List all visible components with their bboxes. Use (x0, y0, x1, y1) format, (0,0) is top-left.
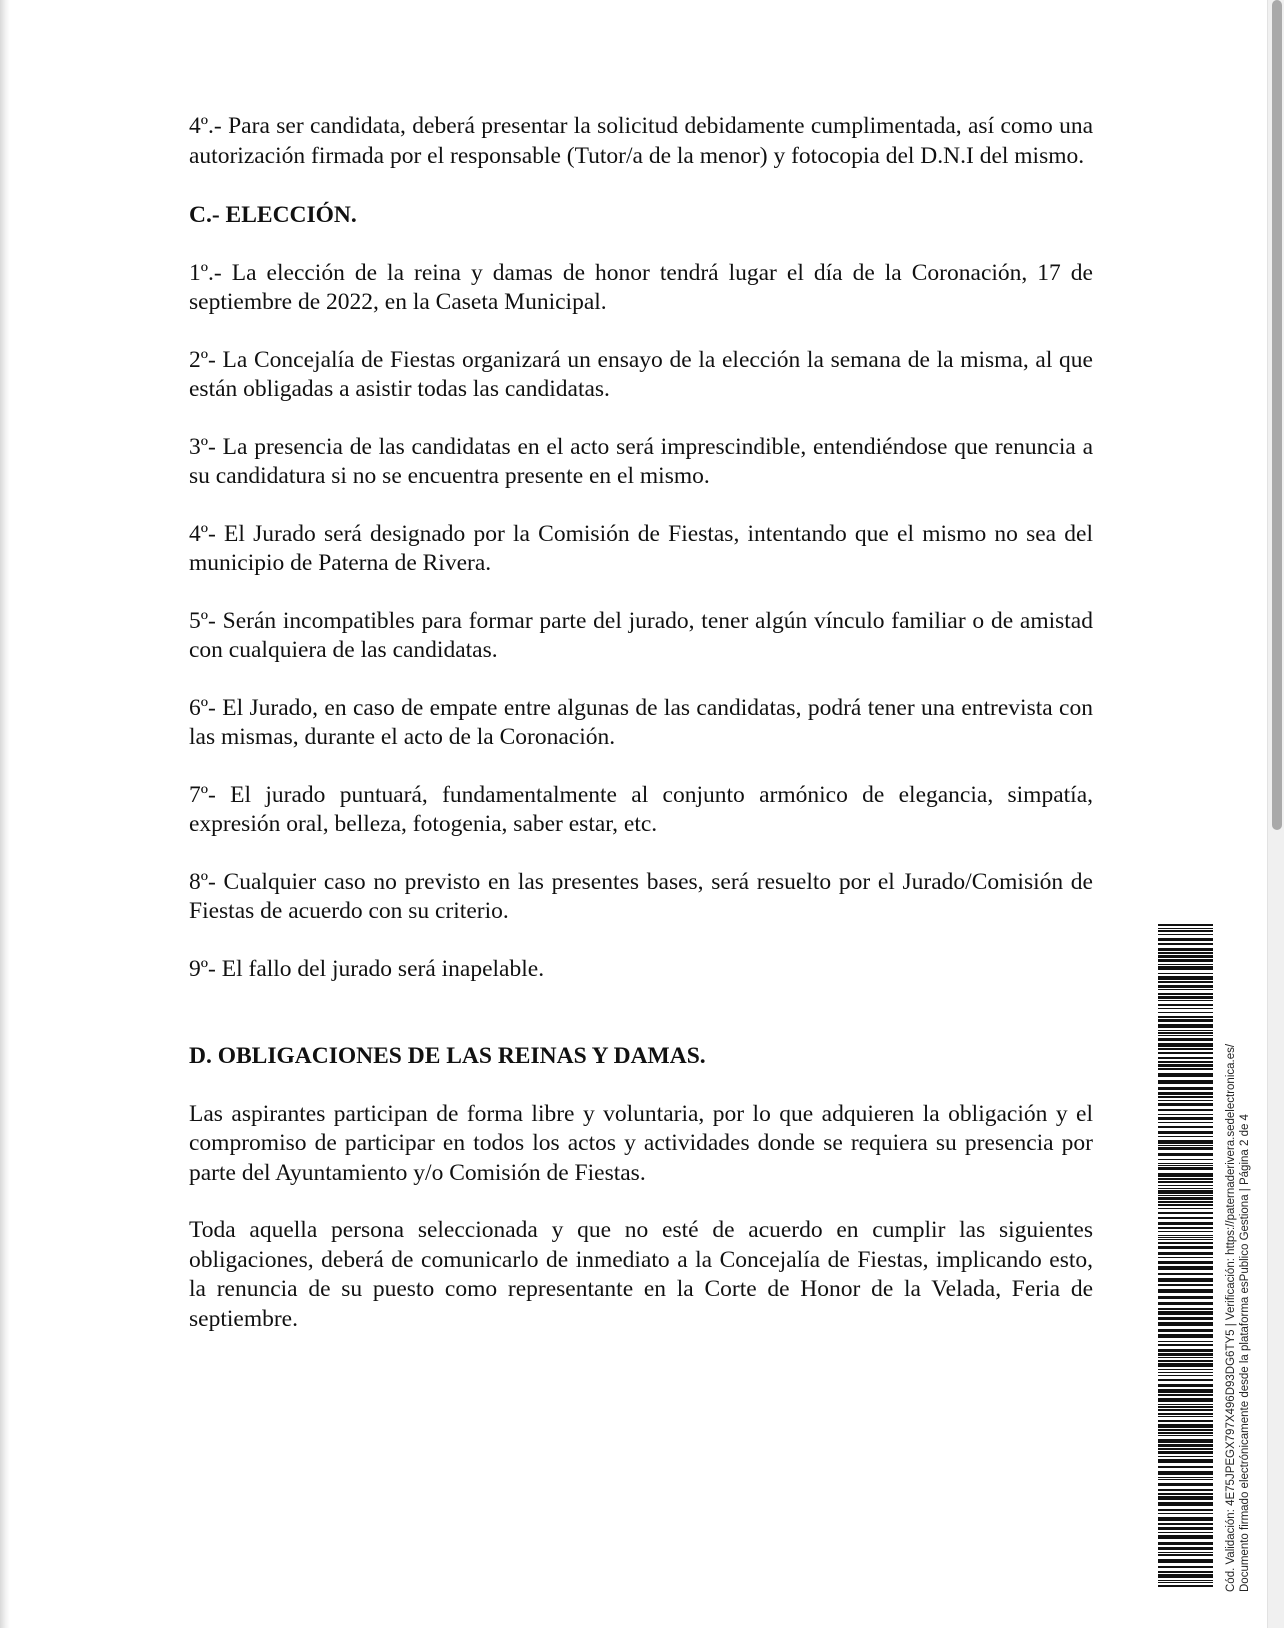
barcode-bar (1158, 1096, 1213, 1098)
barcode-bar (1158, 1080, 1213, 1084)
paragraph-d1: Las aspirantes participan de forma libre y voluntaria, por lo que adquieren la obligación y el compromiso de participar en todos los actos y actividades donde se requiera su presencia por parte del Ayuntamiento y/o Comisión de Fiestas. (189, 1100, 1093, 1186)
barcode-bar (1158, 1064, 1213, 1067)
barcode-bar (1158, 1227, 1213, 1229)
section-heading-c: C.- ELECCIÓN. (189, 202, 357, 228)
barcode-bar (1158, 1424, 1213, 1428)
barcode-bar (1158, 1344, 1213, 1346)
barcode-bar (1158, 1416, 1213, 1417)
barcode-bar (1158, 955, 1213, 958)
barcode-bar (1158, 1483, 1213, 1486)
paragraph-c8: 8º- Cualquier caso no previsto en las presentes bases, será resuelto por el Jurado/Comisión de Fiestas de acuerdo con su criterio. (189, 868, 1093, 924)
barcode-bar (1158, 1296, 1213, 1299)
barcode-bar (1158, 1459, 1213, 1463)
barcode-bar (1158, 930, 1213, 932)
barcode-bar (1158, 1479, 1213, 1480)
barcode-bar (1158, 1208, 1213, 1209)
verification-line-2: Documento firmado electrónicamente desde la plataforma esPublico Gestiona | Página 2 de 4 (1239, 1114, 1251, 1592)
barcode-bar (1158, 1257, 1213, 1258)
scrollbar-thumb[interactable] (1272, 0, 1282, 830)
barcode-bar (1158, 1278, 1213, 1282)
barcode-bar (1158, 1384, 1213, 1387)
barcode-bar (1158, 1289, 1213, 1293)
barcode-bar (1158, 966, 1213, 970)
barcode-bar (1158, 1000, 1213, 1001)
barcode-bar (1158, 1394, 1213, 1396)
barcode-bar (1158, 1372, 1213, 1373)
barcode-bar (1158, 1363, 1213, 1367)
barcode-bar (1158, 1432, 1213, 1434)
barcode-bar (1158, 1242, 1213, 1244)
barcode-bar (1158, 1444, 1213, 1447)
barcode-bar (1158, 964, 1213, 965)
barcode-bar (1158, 1073, 1213, 1077)
barcode-bar (1158, 1585, 1213, 1587)
barcode-bar (1158, 1048, 1213, 1050)
barcode-bar (1158, 928, 1213, 929)
barcode-bar (1158, 1523, 1213, 1525)
document-body (189, 112, 1093, 1334)
barcode-bar (1158, 1122, 1213, 1123)
barcode-bar (1158, 1554, 1213, 1556)
barcode-bar (1158, 985, 1213, 988)
barcode-bar (1158, 1489, 1213, 1491)
barcode-bar (1158, 1217, 1213, 1219)
barcode-bar (1158, 1466, 1213, 1468)
barcode-bar (1158, 948, 1213, 951)
verification-barcode (1158, 924, 1213, 1588)
barcode-bar (1158, 1032, 1213, 1034)
barcode-bar (1158, 1201, 1213, 1203)
paragraph-b4: 4º.- Para ser candidata, deberá presentar la solicitud debidamente cumplimentada, así como una autorización firmada por el responsable (Tutor/a de la menor) y fotocopia del D.N.I del mismo. (189, 113, 1093, 169)
barcode-bar (1158, 1456, 1213, 1457)
barcode-bar (1158, 1237, 1213, 1238)
paragraph-c9: 9º- El fallo del jurado será inapelable. (189, 955, 545, 982)
barcode-bar (1158, 1004, 1213, 1006)
barcode-bar (1158, 1566, 1213, 1568)
barcode-bar (1158, 1030, 1213, 1031)
barcode-bar (1158, 1420, 1213, 1422)
barcode-bar (1158, 1159, 1213, 1160)
barcode-bar (1158, 1019, 1213, 1022)
barcode-bar (1158, 1100, 1213, 1101)
barcode-bar (1158, 1535, 1213, 1539)
barcode-bar (1158, 1153, 1213, 1156)
barcode-bar (1158, 1502, 1213, 1506)
barcode-bar (1158, 1185, 1213, 1186)
barcode-bar (1158, 1284, 1213, 1286)
barcode-bar (1158, 1273, 1213, 1275)
barcode-bar (1158, 1448, 1213, 1450)
barcode-bar (1158, 1126, 1213, 1128)
barcode-bar (1158, 1012, 1213, 1013)
barcode-bar (1158, 1178, 1213, 1180)
barcode-bar (1158, 1008, 1213, 1009)
barcode-bar (1158, 1239, 1213, 1240)
barcode-bar (1158, 1131, 1213, 1134)
barcode-bar (1158, 1574, 1213, 1578)
barcode-bar (1158, 1204, 1213, 1206)
barcode-bar (1158, 1406, 1213, 1408)
barcode-bar (1158, 1163, 1213, 1164)
page-left-edge-shadow (0, 0, 10, 1628)
barcode-bar (1158, 1068, 1213, 1070)
barcode-bar (1158, 1190, 1213, 1194)
barcode-bar (1158, 1341, 1213, 1342)
barcode-bar (1158, 1195, 1213, 1196)
barcode-bar (1158, 1266, 1213, 1270)
barcode-bar (1158, 1379, 1213, 1381)
paragraph-d2: Toda aquella persona seleccionada y que no esté de acuerdo en cumplir las siguientes obligaciones, deberá de comunicarlo de inmediato a la Concejalía de Fiestas, implicando esto, la renuncia de su puesto como representante en la Corte de Honor de la Velada, Feria de septiembre. (189, 1217, 1093, 1332)
barcode-bar (1158, 1369, 1213, 1370)
barcode-bar (1158, 1212, 1213, 1214)
barcode-bar (1158, 1103, 1213, 1106)
barcode-bar (1158, 1496, 1213, 1500)
barcode-bar (1158, 1231, 1213, 1232)
barcode-bar (1158, 1471, 1213, 1475)
barcode-bar (1158, 1038, 1213, 1041)
barcode-bar (1158, 1513, 1213, 1514)
barcode-bar (1158, 1357, 1213, 1358)
barcode-bar (1158, 1165, 1213, 1166)
barcode-bar (1158, 1222, 1213, 1225)
barcode-bar (1158, 1188, 1213, 1189)
barcode-bar (1158, 1167, 1213, 1170)
barcode-bar (1158, 1571, 1213, 1573)
barcode-bar (1158, 1439, 1213, 1443)
barcode-bar (1158, 1349, 1213, 1352)
barcode-bar (1158, 1542, 1213, 1545)
barcode-bar (1158, 1311, 1213, 1315)
barcode-bar (1158, 1024, 1213, 1028)
paragraph-c3: 3º- La presencia de las candidatas en el acto será imprescindible, entendiéndose que renuncia a su candidatura si no se encuentra presente en el mismo. (189, 433, 1093, 489)
verification-line-1: Cód. Validación: 4E75JPEGX797X496D93DG6TY5 | Verificación: https://paternaderivera.sedelectronica.es/ (1225, 1043, 1237, 1592)
paragraph-c2: 2º- La Concejalía de Fiestas organizará un ensayo de la elección la semana de la misma, al que están obligadas a asistir todas las candidatas. (189, 346, 1093, 402)
barcode-bar (1158, 1329, 1213, 1332)
barcode-bar (1158, 1052, 1213, 1054)
barcode-bar (1158, 1413, 1213, 1415)
barcode-bar (1158, 1404, 1213, 1405)
barcode-bar (1158, 1261, 1213, 1264)
barcode-bar (1158, 1114, 1213, 1115)
barcode-bar (1158, 934, 1213, 935)
barcode-bar (1158, 1353, 1213, 1356)
barcode-bar (1158, 1532, 1213, 1533)
barcode-bar (1158, 952, 1213, 954)
barcode-bar (1158, 1061, 1213, 1063)
barcode-bar (1158, 1308, 1213, 1310)
barcode-bar (1158, 1580, 1213, 1581)
barcode-bar (1158, 938, 1213, 941)
barcode-bar (1158, 1493, 1213, 1495)
barcode-bar (1158, 1317, 1213, 1320)
barcode-bar (1158, 1252, 1213, 1255)
section-heading-d: D. OBLIGACIONES DE LAS REINAS Y DAMAS. (189, 1043, 706, 1069)
paragraph-c5: 5º- Serán incompatibles para formar parte del jurado, tener algún vínculo familiar o de amistad con cualquiera de las candidatas. (189, 607, 1093, 663)
barcode-bar (1158, 1246, 1213, 1249)
barcode-bar (1158, 1334, 1213, 1338)
barcode-bar (1158, 1035, 1213, 1036)
barcode-bar (1158, 1145, 1213, 1146)
paragraph-c6: 6º- El Jurado, en caso de empate entre algunas de las candidatas, podrá tener una entrevista con las mismas, durante el acto de la Coronación. (189, 694, 1093, 750)
barcode-bar (1158, 1140, 1213, 1144)
barcode-bar (1158, 1435, 1213, 1436)
barcode-bar (1158, 1117, 1213, 1120)
barcode-bar (1158, 1181, 1213, 1183)
barcode-bar (1158, 1559, 1213, 1563)
barcode-bar (1158, 1043, 1213, 1047)
barcode-bar (1158, 989, 1213, 990)
barcode-bar (1158, 1087, 1213, 1090)
barcode-bar (1158, 996, 1213, 999)
barcode-bar (1158, 1302, 1213, 1305)
vertical-scrollbar[interactable] (1267, 0, 1284, 1628)
barcode-bar (1158, 1451, 1213, 1454)
paragraph-c1: 1º.- La elección de la reina y damas de honor tendrá lugar el día de la Coronación, 17 de septiembre de 2022, en la Caseta Municipal. (189, 259, 1093, 315)
barcode-bar (1158, 924, 1213, 926)
barcode-bar (1158, 1527, 1213, 1530)
barcode-bar (1158, 1360, 1213, 1362)
barcode-bar (1158, 1547, 1213, 1550)
barcode-bar (1158, 1409, 1213, 1411)
barcode-bar (1158, 1509, 1213, 1511)
barcode-bar (1158, 1109, 1213, 1111)
barcode-bar (1158, 993, 1213, 995)
barcode-bar (1158, 1173, 1213, 1177)
barcode-bar (1158, 1429, 1213, 1431)
paragraph-c7: 7º- El jurado puntuará, fundamentalmente al conjunto armónico de elegancia, simpatía, expresión oral, belleza, fotogenia, saber estar, etc. (189, 781, 1093, 837)
barcode-bar (1158, 981, 1213, 983)
barcode-bar (1158, 1016, 1213, 1018)
barcode-bar (1158, 1147, 1213, 1150)
barcode-bar (1158, 1517, 1213, 1521)
barcode-bar (1158, 943, 1213, 945)
verification-text (1224, 1044, 1252, 1592)
barcode-bar (1158, 1235, 1213, 1236)
barcode-bar (1158, 1552, 1213, 1553)
barcode-bar (1158, 1389, 1213, 1393)
barcode-bar (1158, 1322, 1213, 1326)
barcode-bar (1158, 1477, 1213, 1478)
barcode-bar (1158, 959, 1213, 962)
barcode-bar (1158, 1398, 1213, 1402)
barcode-bar (1158, 1197, 1213, 1200)
barcode-bar (1158, 976, 1213, 980)
barcode-bar (1158, 1375, 1213, 1376)
paragraph-c4: 4º- El Jurado será designado por la Comisión de Fiestas, intentando que el mismo no sea del municipio de Paterna de Rivera. (189, 520, 1093, 576)
barcode-bar (1158, 1136, 1213, 1137)
barcode-bar (1158, 1057, 1213, 1059)
barcode-bar (1158, 1582, 1213, 1583)
barcode-bar (1158, 1092, 1213, 1095)
barcode-bar (1158, 973, 1213, 974)
